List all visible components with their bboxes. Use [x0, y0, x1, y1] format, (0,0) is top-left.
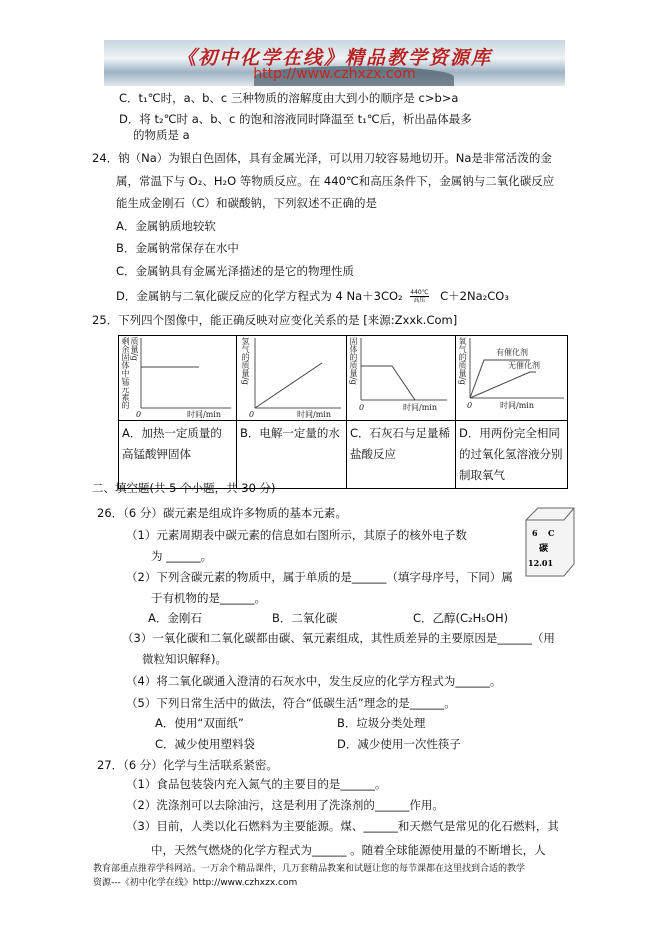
caption-c: C．石灰石与足量稀盐酸反应	[347, 421, 456, 489]
q27-part3-cont: 中，天然气燃烧的化学方程式为______ 。随着全球能源使用量的不断增长，人	[151, 843, 546, 857]
q27-stem: 27．（6 分）化学与生活联系紧密。	[97, 758, 278, 772]
origin-label: 0	[359, 403, 365, 412]
caption-d: D．用两份完全相同的过氧化氢溶液分别制取氧气	[456, 421, 568, 489]
q27-part3: （3）目前，人类以化石燃料为主要能源。煤、______和天燃气是常见的化石燃料，其	[126, 819, 559, 833]
caption-b: B．电解一定量的水	[237, 421, 347, 489]
q24-stem: 24．钠（Na）为银白色固体，具有金属光泽，可以用刀较容易地切开。Na是非常活泼的金	[92, 151, 552, 165]
x-axis-label: 时间/min	[187, 410, 221, 419]
y-axis-label: 氧气的质量/g	[458, 337, 467, 385]
condition-temperature: 440℃	[410, 289, 429, 296]
q27-part1: （1）食品包装袋内充入氮气的主要目的是______。	[126, 777, 387, 791]
q24-option-a: A．金属钠质地较软	[116, 219, 216, 233]
q24-option-b: B．金属钠常保存在水中	[116, 241, 239, 255]
q26-part1-cont: 为 ______。	[151, 549, 213, 563]
q26-p5-option-d: D．减少使用一次性筷子	[337, 737, 461, 751]
q24-stem-2: 属，常温下与 O₂、H₂O 等物质反应。在 440℃和高压条件下，金属钠与二氧化碳反应	[116, 174, 555, 188]
y-axis-label: 固体的质量/g	[349, 337, 358, 385]
q23-option-c: C．t₁℃时，a、b、c 三种物质的溶解度由大到小的顺序是 c>b>a	[119, 91, 459, 105]
graph-b	[237, 336, 346, 420]
q26-part2-cont: 于有机物的是______。	[151, 591, 266, 605]
atomic-number: 6	[532, 528, 538, 538]
banner-url[interactable]: http://www.czhxzx.com	[253, 66, 416, 82]
element-name: 碳	[539, 544, 549, 554]
q26-option-c: C．乙醇(C₂H₅OH)	[413, 611, 509, 625]
series-line	[255, 363, 322, 408]
q25-graph-table	[118, 335, 568, 489]
q25-stem: 25．下列四个图像中，能正确反映对应变化关系的是 [来源:Zxxk.Com]	[92, 313, 458, 327]
q23-option-d: D．将 t₂℃时 a、b、c 的饱和溶液同时降温至 t₁℃后，析出晶体最多	[119, 112, 472, 126]
q26-part1: （1）元素周期表中碳元素的信息如右图所示，其原子的核外电子数	[126, 528, 467, 542]
legend-catalyst: 有催化剂	[496, 348, 528, 357]
graph-a-cell	[119, 336, 237, 421]
q27-part2: （2）洗涤剂可以去除油污，这是利用了洗涤剂的______作用。	[126, 798, 444, 812]
q26-stem: 26．（6 分）碳元素是组成许多物质的基本元素。	[97, 506, 347, 520]
q24-option-d-products: C＋2Na₂CO₃	[440, 289, 509, 303]
legend-no-catalyst: 无催化剂	[508, 361, 540, 370]
x-axis-label: 时间/min	[500, 401, 534, 410]
y-axis-label: 剩余固体中锰元素的质量/g	[121, 337, 139, 409]
page-footer	[93, 862, 573, 890]
carbon-element-cube	[522, 506, 576, 578]
origin-label: 0	[136, 410, 142, 419]
banner-title: 《初中化学在线》精品教学资源库	[176, 47, 492, 69]
q24-option-d	[116, 289, 509, 304]
q23-option-d-cont: 的物质是 a	[133, 128, 190, 142]
q24-option-c: C．金属钠具有金属光泽描述的是它的物理性质	[116, 264, 355, 278]
q24-option-d-text: D．金属钠与二氧化碳反应的化学方程式为 4 Na＋3CO₂	[116, 289, 403, 303]
q26-p5-option-b: B．垃圾分类处理	[337, 716, 426, 730]
reaction-condition	[410, 289, 428, 304]
q26-part4: （4）将二氧化碳通入澄清的石灰水中，发生反应的化学方程式为______。	[126, 674, 502, 688]
caption-a: A．加热一定质量的高锰酸钾固体	[119, 421, 237, 489]
q26-p5-option-c: C．减少使用塑料袋	[155, 737, 256, 751]
q26-option-a: A．金刚石	[148, 611, 202, 625]
q24-stem-3: 能生成金刚石（C）和碳酸钠，下列叙述不正确的是	[116, 196, 378, 210]
header-banner	[104, 40, 565, 86]
x-axis-label: 时间/min	[297, 410, 331, 419]
section-heading: 二、填空题(共 5 个小题，共 30 分)	[92, 481, 276, 495]
origin-label: 0	[467, 401, 473, 410]
footer-line-2[interactable]: 资源---《初中化学在线》http://www.czhxzx.com	[93, 878, 298, 888]
q26-p5-option-a: A．使用“双面纸”	[155, 716, 244, 730]
q26-option-b: B．二氧化碳	[272, 611, 338, 625]
origin-label: 0	[249, 410, 255, 419]
q26-part3: （3）一氧化碳和二氧化碳都由碳、氧元素组成，其性质差异的主要原因是______（用	[122, 631, 555, 645]
q26-part3-cont: 微粒知识解释)。	[142, 652, 227, 666]
footer-line-1: 教育部重点推荐学科网站。一万余个精品课件，几万套精品教案和试题让您的每节课都在这里找到合适的教学	[93, 864, 526, 874]
q26-part5: （5）下列日常生活中的做法，符合“低碳生活”理念的是______。	[126, 696, 456, 710]
graph-c-cell	[347, 336, 456, 421]
graph-b-cell	[237, 336, 347, 421]
x-axis-label: 时间/min	[403, 403, 437, 412]
atomic-mass: 12.01	[528, 558, 554, 568]
graph-d-cell	[456, 336, 568, 421]
q26-part2: （2）下列含碳元素的物质中，属于单质的是______（填字母序号，下同）属	[126, 570, 513, 584]
series-no-catalyst	[470, 372, 536, 398]
element-symbol: C	[548, 528, 555, 538]
condition-pressure: 高压	[413, 297, 426, 304]
y-axis-label: 氢气的质量/g	[241, 337, 250, 385]
series-line	[361, 366, 415, 400]
